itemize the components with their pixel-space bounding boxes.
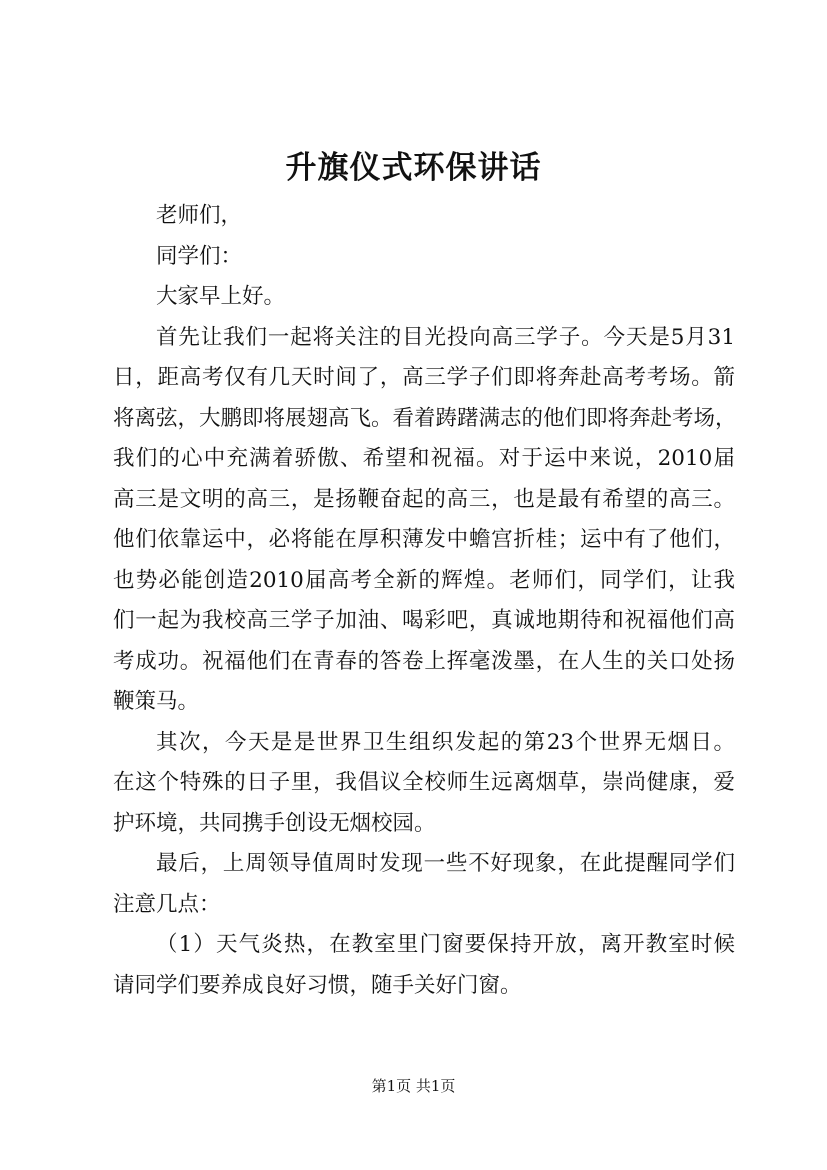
- text-line: 也势必能创造2010届高考全新的辉煌。老师们，同学们，让我: [113, 567, 735, 593]
- text-line: 考成功。祝福他们在青春的答卷上挥毫泼墨，在人生的关口处扬: [113, 648, 735, 674]
- text-line: （1）天气炎热，在教室里门窗要保持开放，离开教室时候: [156, 932, 735, 957]
- document-body: [113, 196, 735, 1006]
- text-line: 将离弦，大鹏即将展翅高飞。看着踌躇满志的他们即将奔赴考场，: [113, 405, 737, 431]
- text-line: 老师们，: [156, 203, 243, 228]
- page-footer: 第1页 共1页: [371, 1077, 456, 1095]
- text-line: 请同学们要养成良好习惯，随手关好门窗。: [113, 972, 522, 998]
- text-line: 高三是文明的高三，是扬鞭奋起的高三，也是最有希望的高三。: [113, 486, 735, 512]
- text-line: 大家早上好。: [156, 284, 286, 309]
- text-line: 最后，上周领导值周时发现一些不好现象，在此提醒同学们: [156, 851, 735, 876]
- text-line: 同学们：: [156, 243, 243, 269]
- text-line: 在这个特殊的日子里，我倡议全校师生远离烟草，崇尚健康，爱: [113, 770, 735, 795]
- text-line: 注意几点：: [113, 891, 221, 917]
- text-line: 其次，今天是是世界卫生组织发起的第23个世界无烟日。: [156, 729, 735, 755]
- text-line: 日，距高考仅有几天时间了，高三学子们即将奔赴高考考场。箭: [113, 365, 735, 390]
- text-line: 他们依靠运中，必将能在厚积薄发中蟾宫折桂；运中有了他们，: [113, 527, 735, 552]
- text-line: 我们的心中充满着骄傲、希望和祝福。对于运中来说，2010届: [113, 446, 735, 471]
- text-line: 们一起为我校高三学子加油、喝彩吧，真诚地期待和祝福他们高: [113, 608, 735, 633]
- document-title: 升旗仪式环保讲话: [285, 150, 542, 186]
- text-line: 护环境，共同携手创设无烟校园。: [113, 810, 436, 836]
- text-line: 鞭策马。: [113, 689, 200, 714]
- text-line: 首先让我们一起将关注的目光投向高三学子。今天是5月31: [156, 324, 735, 350]
